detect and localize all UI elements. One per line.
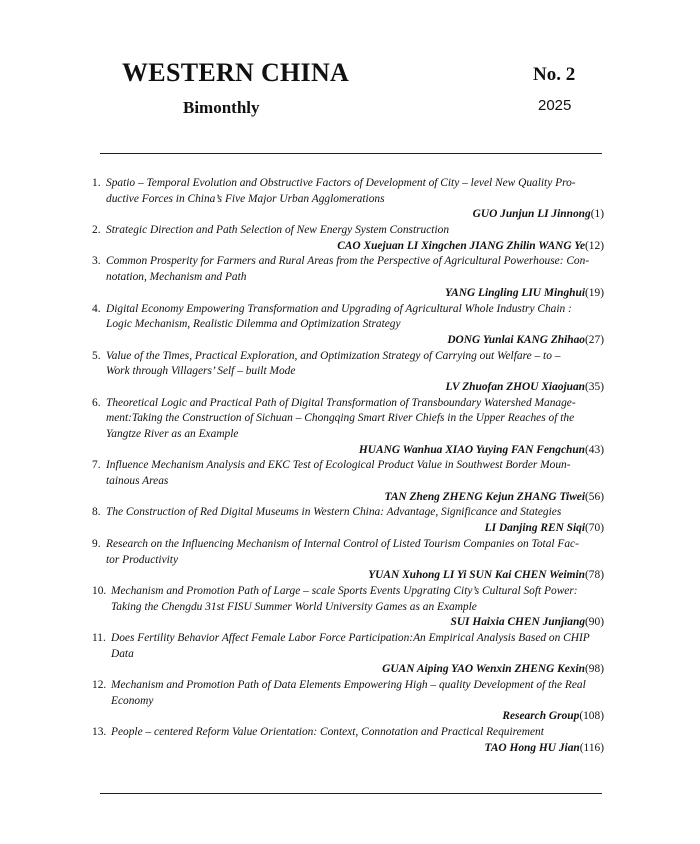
toc-entry-title-line <box>92 254 604 270</box>
toc-entry-authors: CAO Xuejuan LI Xingchen JIANG Zhilin WANG Ye <box>337 239 586 252</box>
toc-entry-title-line <box>92 553 604 569</box>
toc-entry-authors-line <box>92 286 604 302</box>
toc-entry-authors: SUI Haixia CHEN Junjiang <box>450 616 586 629</box>
toc-entry-authors: HUANG Wanhua XIAO Yuying FAN Fengchun <box>358 443 586 456</box>
toc-entry-page: (116) <box>579 741 604 754</box>
toc-entry-title: Economy <box>111 694 154 707</box>
toc-entry-authors: TAO Hong HU Jian <box>484 741 580 754</box>
toc-entry-title-line <box>92 474 604 490</box>
toc-entry[interactable] <box>92 223 604 254</box>
toc-entry-title-line <box>92 223 604 239</box>
issue-year: 2025 <box>538 97 572 114</box>
toc-entry[interactable] <box>92 631 604 678</box>
journal-title: WESTERN CHINA <box>122 58 350 87</box>
toc-entry-title-line <box>92 176 604 192</box>
toc-entry-title-line <box>92 631 604 647</box>
toc-entry-title-line <box>92 364 604 380</box>
toc-entry-title-line <box>92 647 604 663</box>
toc-entry-number: 12. <box>92 679 107 691</box>
toc-entry-authors-line <box>92 443 604 459</box>
toc-entry-page: (90) <box>585 616 604 629</box>
toc-entry-title-line <box>92 317 604 333</box>
toc-entry-authors-line <box>92 709 604 725</box>
issue-number: No. 2 <box>533 64 576 85</box>
toc-entry-authors-line <box>92 615 604 631</box>
toc-entry[interactable] <box>92 537 604 584</box>
toc-entry-title-line <box>92 694 604 710</box>
toc-entry-number: 2. <box>92 224 101 237</box>
toc-entry-authors: GUAN Aiping YAO Wenxin ZHENG Kexin <box>382 663 586 676</box>
toc-entry-number: 5. <box>92 349 101 362</box>
toc-entry-title-line <box>92 427 604 443</box>
toc-entry-title: Data <box>111 647 134 660</box>
toc-entry-authors: Research Group <box>502 710 580 723</box>
toc-entry-number: 7. <box>92 459 101 472</box>
toc-entry-title-line <box>92 725 604 741</box>
toc-entry-title: tainous Areas <box>106 475 169 488</box>
toc-entry-number: 13. <box>92 726 107 739</box>
toc-entry-number: 11. <box>92 631 106 644</box>
toc-entry-page: (19) <box>585 286 604 299</box>
toc-entry-page: (56) <box>585 490 604 503</box>
toc-entry-title: notation, Mechanism and Path <box>106 271 247 284</box>
bottom-divider <box>100 793 602 794</box>
toc-entry-authors-line <box>92 239 604 255</box>
toc-entry-number: 6. <box>92 396 101 409</box>
toc-entry[interactable] <box>92 302 604 349</box>
toc-entry-authors-line <box>92 662 604 678</box>
toc-entry-title: Taking the Chengdu 31st FISU Summer World University Games as an Example <box>111 600 477 613</box>
toc-entry-page: (27) <box>585 333 604 346</box>
toc-entry-title: Common Prosperity for Farmers and Rural Areas from the Perspective of Agricultural Powerhouse: Con- <box>106 255 590 268</box>
toc-entry[interactable] <box>92 349 604 396</box>
toc-entry-page: (12) <box>585 239 604 252</box>
toc-entry-number: 3. <box>92 255 101 268</box>
toc-entry-title: Digital Economy Empowering Transformation and Upgrading of Agricultural Whole Industry Chain : <box>106 302 572 315</box>
toc-entry-title: The Construction of Red Digital Museums in Western China: Advantage, Significance and Stategies <box>106 506 562 519</box>
toc-entry-title: Research on the Influencing Mechanism of Internal Control of Listed Tourism Companies on Total Fac- <box>106 537 579 550</box>
toc-entry[interactable] <box>92 584 604 631</box>
toc-entry-authors: DONG Yunlai KANG Zhihao <box>447 333 586 346</box>
toc-entry[interactable] <box>92 254 604 301</box>
toc-entry-title: Value of the Times, Practical Exploration, and Optimization Strategy of Carrying out Welfare – to – <box>106 349 561 362</box>
toc-entry-title-line <box>92 349 604 365</box>
toc-entry-authors-line <box>92 490 604 506</box>
toc-entry-page: (35) <box>585 380 604 393</box>
toc-entry-authors-line <box>92 741 604 757</box>
toc-entry-title-line <box>92 302 604 318</box>
toc-entry-authors: TAN Zheng ZHENG Kejun ZHANG Tiwei <box>384 490 586 503</box>
toc-entry-title: Mechanism and Promotion Path of Data Elements Empowering High – quality Development of the Real <box>111 679 586 691</box>
toc-entry[interactable] <box>92 725 604 756</box>
toc-entry-number: 10. <box>92 584 107 597</box>
toc-entry[interactable] <box>92 505 604 536</box>
toc-entry-authors-line <box>92 333 604 349</box>
toc-entry-title: tor Productivity <box>106 553 179 566</box>
toc-entry-authors: YUAN Xuhong LI Yi SUN Kai CHEN Weimin <box>368 569 586 582</box>
toc-entry-number: 4. <box>92 302 101 315</box>
toc-entry-title-line <box>92 537 604 553</box>
toc-entry[interactable] <box>92 678 604 725</box>
toc-entry-page: (43) <box>585 443 604 456</box>
toc-entry-authors: LI Danjing REN Siqi <box>484 522 586 535</box>
top-divider <box>100 153 602 154</box>
toc-entry-title-line <box>92 270 604 286</box>
toc-entry-title: Strategic Direction and Path Selection of New Energy System Construction <box>106 224 450 237</box>
toc-entry[interactable] <box>92 458 604 505</box>
toc-entry-title-line <box>92 411 604 427</box>
toc-entry-number: 9. <box>92 537 101 550</box>
toc-entry-authors-line <box>92 380 604 396</box>
toc-entry-title-line <box>92 678 604 694</box>
toc-entry[interactable] <box>92 396 604 459</box>
toc-entry-title: Mechanism and Promotion Path of Large – scale Sports Events Upgrating City’s Cultural Soft Power: <box>111 584 578 597</box>
toc-entry-title: ductive Forces in China’s Five Major Urban Agglomerations <box>106 192 385 205</box>
toc-entry-authors: GUO Junjun LI Jinnong <box>472 208 591 221</box>
toc-entry-title-line <box>92 458 604 474</box>
toc-entry-page: (78) <box>585 569 604 582</box>
toc-entry-title: Yangtze River as an Example <box>106 428 239 440</box>
toc-entry-title-line <box>92 584 604 600</box>
toc-entry-title-line <box>92 192 604 208</box>
table-of-contents <box>92 176 604 756</box>
toc-entry-authors: YANG Lingling LIU Minghui <box>445 286 586 299</box>
toc-entry-title: Does Fertility Behavior Affect Female Labor Force Participation:An Empirical Analysis Based on CHIP <box>111 631 590 644</box>
toc-entry-authors: LV Zhuofan ZHOU Xiaojuan <box>445 380 586 393</box>
toc-entry-title-line <box>92 396 604 412</box>
toc-entry-title: Theoretical Logic and Practical Path of Digital Transformation of Transboundary Watershed Manage- <box>106 396 576 409</box>
toc-entry-title: ment:Taking the Construction of Sichuan – Chongqing Smart River Chiefs in the Upper Reaches of the <box>106 412 575 425</box>
journal-frequency: Bimonthly <box>183 98 260 117</box>
toc-entry-title: Influence Mechanism Analysis and EKC Test of Ecological Product Value in Southwest Border Moun- <box>106 459 571 472</box>
toc-entry-number: 8. <box>92 506 101 519</box>
toc-entry-authors-line <box>92 568 604 584</box>
toc-entry-number: 1. <box>92 177 101 189</box>
toc-entry-page: (70) <box>585 522 604 535</box>
toc-entry-page: (98) <box>585 663 604 676</box>
toc-entry-title-line <box>92 600 604 616</box>
toc-entry-title: Logic Mechanism, Realistic Dilemma and Optimization Strategy <box>106 318 401 331</box>
toc-entry-title: Work through Villagers’ Self – built Mode <box>106 365 296 378</box>
toc-entry-authors-line <box>92 207 604 223</box>
toc-entry-title-line <box>92 505 604 521</box>
toc-entry-title: People – centered Reform Value Orientation: Context, Connotation and Practical Requirement <box>111 726 544 739</box>
toc-entry[interactable] <box>92 176 604 223</box>
toc-entry-page: (108) <box>579 710 604 723</box>
toc-entry-title: Spatio – Temporal Evolution and Obstructive Factors of Development of City – level New Quality Pro- <box>106 177 576 189</box>
toc-entry-page: (1) <box>590 208 604 221</box>
toc-entry-authors-line <box>92 521 604 537</box>
